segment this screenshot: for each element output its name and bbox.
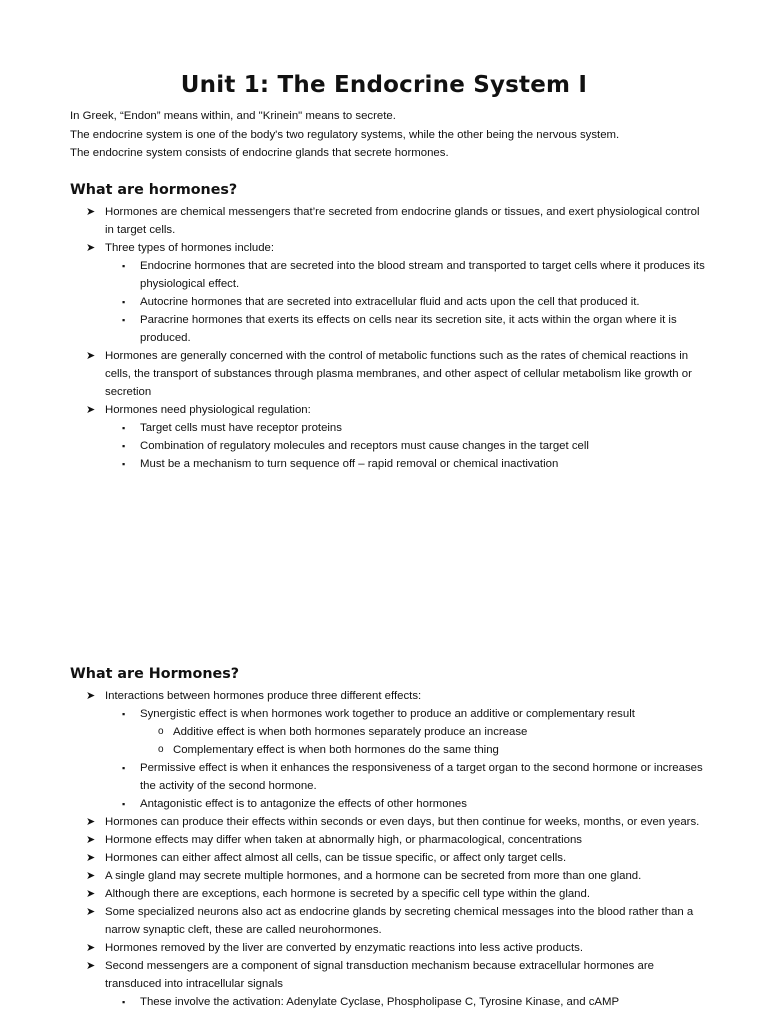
list-item [86,687,706,705]
list-item-text: Synergistic effect is when hormones work together to produce an additive or complementary result [140,708,635,720]
list-item [121,993,706,1011]
section-heading-1: What are hormones? [70,182,238,198]
arrow-bullet-icon: ➤ [86,852,96,864]
intro-line: In Greek, “Endon” means within, and "Krinein" means to secrete. [70,110,396,122]
list-item [121,455,706,473]
list-item [86,347,706,401]
circle-bullet-icon: o [158,726,164,737]
circle-bullet-icon: o [158,744,164,755]
list-item [86,849,706,867]
list-item-text: Autocrine hormones that are secreted into extracellular fluid and acts upon the cell that produced it. [140,296,640,308]
list-item-text: Hormones can produce their effects within seconds or even days, but then continue for weeks, months, or even years. [105,816,700,828]
arrow-bullet-icon: ➤ [86,690,96,702]
intro-line: The endocrine system is one of the body's two regulatory systems, while the other being the nervous system. [70,128,620,141]
list-item [121,257,706,293]
list-item-text: These involve the activation: Adenylate Cyclase, Phospholipase C, Tyrosine Kinase, and cAMP [140,996,620,1008]
list-item-text: Hormones can either affect almost all cells, can be tissue specific, or affect only target cells. [105,852,567,864]
list-item [86,885,706,903]
arrow-bullet-icon: ➤ [86,960,96,972]
list-item [86,401,706,419]
list-item [86,203,706,239]
square-bullet-icon: ▪ [122,799,126,809]
arrow-bullet-icon: ➤ [86,816,96,828]
list-item-text: Antagonistic effect is to antagonize the effects of other hormones [140,798,467,810]
list-item [121,705,706,723]
intro-paragraphs [70,107,750,163]
list-item [121,293,706,311]
list-item-text: Although there are exceptions, each hormone is secreted by a specific cell type within the gland. [105,888,591,900]
arrow-bullet-icon: ➤ [86,906,96,918]
list-item-text: Paracrine hormones that exerts its effects on cells near its secretion site, it acts within the organ where it is produced. [140,314,677,344]
list-item [121,759,706,795]
section-1-list [86,203,706,473]
list-item-text: Complementary effect is when both hormones do the same thing [173,744,499,756]
square-bullet-icon: ▪ [122,423,126,433]
arrow-bullet-icon: ➤ [86,404,96,416]
square-bullet-icon: ▪ [122,459,126,469]
arrow-bullet-icon: ➤ [86,870,96,882]
list-item-text: Three types of hormones include: [105,242,275,254]
list-item-text: Permissive effect is when it enhances the responsiveness of a target organ to the second hormone or increases the activity of the second hormone. [140,762,703,792]
list-item [86,813,706,831]
list-item [86,239,706,257]
list-item [86,939,706,957]
list-item-text: Hormones removed by the liver are converted by enzymatic reactions into less active products. [105,942,583,954]
square-bullet-icon: ▪ [122,297,126,307]
list-item [121,419,706,437]
section-heading-2: What are Hormones? [70,666,240,682]
list-item-text: Hormones are chemical messengers that’re secreted from endocrine glands or tissues, and exert physiological control in target cells. [105,206,700,236]
square-bullet-icon: ▪ [122,709,126,719]
list-item-text: Hormone effects may differ when taken at abnormally high, or pharmacological, concentrations [105,834,582,846]
list-item-text: Some specialized neurons also act as endocrine glands by secreting chemical messages into the blood rather than a narrow synaptic cleft, these are called neurohormones. [105,906,694,936]
list-item [121,311,706,347]
list-item-text: Second messengers are a component of signal transduction mechanism because extracellular hormones are transduced into intracellular signals [105,960,654,990]
list-item [157,741,706,759]
list-item [157,723,706,741]
square-bullet-icon: ▪ [122,763,126,773]
list-item-text: Hormones are generally concerned with the control of metabolic functions such as the rates of chemical reactions in cells, the transport of substances through plasma membranes, and other aspect of cellular metabolism like growth or secretion [105,350,692,398]
arrow-bullet-icon: ➤ [86,888,96,900]
list-item-text: A single gland may secrete multiple hormones, and a hormone can be secreted from more than one gland. [105,870,642,882]
list-item-text: Must be a mechanism to turn sequence off – rapid removal or chemical inactivation [140,458,559,470]
list-item-text: Target cells must have receptor proteins [140,422,342,434]
list-item-text: Hormones need physiological regulation: [105,404,311,416]
arrow-bullet-icon: ➤ [86,350,96,362]
list-item-text: Combination of regulatory molecules and receptors must cause changes in the target cell [140,440,589,452]
list-item [121,437,706,455]
intro-line: The endocrine system consists of endocrine glands that secrete hormones. [70,147,449,159]
list-item-text: Endocrine hormones that are secreted into the blood stream and transported to target cells where it produces its physiological effect. [140,260,705,290]
list-item-text: Additive effect is when both hormones separately produce an increase [173,726,528,738]
square-bullet-icon: ▪ [122,441,126,451]
arrow-bullet-icon: ➤ [86,242,96,254]
arrow-bullet-icon: ➤ [86,834,96,846]
list-item [86,867,706,885]
square-bullet-icon: ▪ [122,261,126,271]
section-2-list [86,687,706,1011]
list-item [86,903,706,939]
page-title: Unit 1: The Endocrine System I [180,72,588,98]
list-item [86,831,706,849]
list-item [86,957,706,993]
list-item [121,795,706,813]
arrow-bullet-icon: ➤ [86,206,96,218]
arrow-bullet-icon: ➤ [86,942,96,954]
square-bullet-icon: ▪ [122,315,126,325]
list-item-text: Interactions between hormones produce three different effects: [105,690,422,702]
square-bullet-icon: ▪ [122,997,126,1007]
